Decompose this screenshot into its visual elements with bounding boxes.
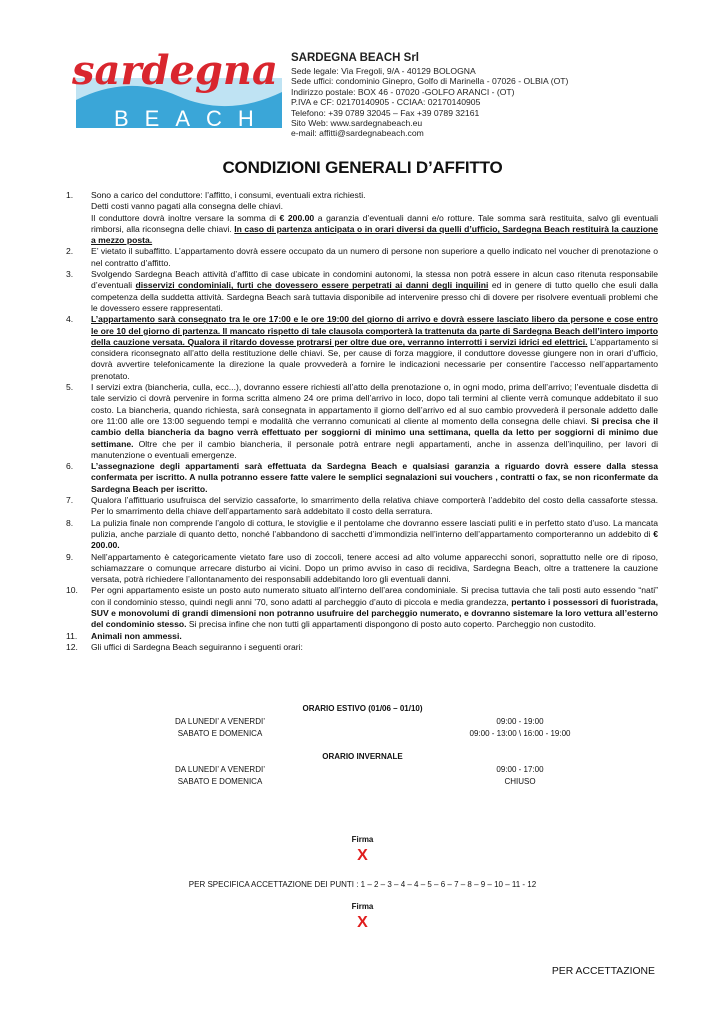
clause-number: 9. — [66, 551, 74, 562]
company-info — [291, 52, 568, 139]
clause-number: 6. — [66, 461, 74, 472]
logo-text-bottom: BEACH — [114, 106, 270, 131]
clause-text: ed in genere di tutto quello che esuli dalla competenza della suddetta attività. Sardegna Beach sarà tuttavia disponibile ad intervenire presso chi di dovere per risolvere eventuali problemi che le dovessero essere rappresentati. — [91, 280, 658, 313]
clause-8 — [66, 518, 658, 552]
deposit-amount: € 200.00 — [279, 212, 315, 223]
summer-hours-weekdays: 09:00 - 19:00 — [496, 717, 544, 726]
winter-days-weekend: SABATO E DOMENICA — [177, 777, 263, 786]
clause-text: Nell’appartamento è categoricamente vietato fare uso di zoccoli, tenere accesi ad alto volume apparecchi sonori, soprattutto nelle ore di riposo, schiamazzare o comunque arrecare disturbo ai vicini. Dopo un primo avviso in caso di recidiva, Sardegna Beach, oltre a trattenere la cauzione versata, potrà richiedere l’allontanamento dei responsabili addebitando loro gli eventuali danni. — [91, 551, 658, 585]
signature-label-2: Firma — [351, 902, 374, 911]
clause-number: 3. — [66, 269, 74, 280]
clause-body — [91, 269, 658, 314]
clause-5 — [66, 382, 658, 461]
logo-graphic — [68, 40, 286, 136]
clause-text: L’assegnazione degli appartamenti sarà effettuata da Sardegna Beach e qualsiasi garanzia a riguardo dovrà essere dalla stessa confermata per iscritto. A nulla potranno essere fatte valere le semplici segnalazioni sui vouchers , contratti o fax, se non riconfermate da Sardegna Beach per iscritto. — [91, 461, 658, 494]
clause-text: E’ vietato il subaffitto. L’appartamento dovrà essere occupato da un numero di persone non superiore a quello indicato nel voucher di prenotazione o nel contratto d’affitto. — [91, 246, 658, 268]
winter-hours-weekdays: 09:00 - 17:00 — [496, 765, 544, 774]
clause-text: a garanzia d’eventuali danni e/o rotture. Tale somma sarà restituita, salvo gli eventuali rimborsi, alla riconsegna delle chiavi. — [91, 212, 659, 234]
summer-days-weekdays: DA LUNEDI’ A VENERDI’ — [175, 717, 265, 726]
clause-paragraph — [91, 213, 658, 247]
company-email[interactable]: e-mail: affitti@sardegnabeach.com — [291, 128, 424, 139]
clause-2 — [66, 246, 658, 269]
clause-text: Oltre che per il cambio biancheria, il personale potrà entrare negli appartamenti, anche in assenza dell’inquilino, per lavori di manutenzione o eventuali emergenze. — [91, 438, 658, 460]
clause-bold: Si precisa che il cambio della biancheria da bagno verrà effettuato per soggiorni di minimo una settimana, quella da letto per soggiorni di minimo due settimane. — [91, 415, 658, 449]
clause-7 — [66, 495, 658, 518]
clause-body — [91, 314, 658, 382]
clause-text: Svolgendo Sardegna Beach attività d’affitto di case ubicate in condomini autonomi, la stessa non potrà essere in alcun caso ritenuta responsabile d’eventuali — [91, 269, 658, 291]
clause-bold: pertanto i possessori di fuoristrada, SUV e monovolumi di grandi dimensioni non potranno usufruire del parcheggio numerato, e dovranno sistemare la loro vettura all’esterno del condominio stesso. — [91, 596, 659, 630]
clause-text: Animali non ammessi. — [91, 630, 182, 641]
clause-text: Per ogni appartamento esiste un posto auto numerato situato all’interno dell’area condominiale. Si precisa tuttavia che tali posti auto essendo “nati” con il condominio stesso, quindi negli anni ’70, sono adatti al parcheggio d’auto di piccola e media grandezza, — [91, 585, 658, 607]
summer-days-weekend: SABATO E DOMENICA — [177, 729, 263, 738]
clause-number: 4. — [66, 314, 74, 325]
clause-text: Qualora l’affittuario usufruisca del servizio cassaforte, lo smarrimento della relativa chiave comporterà l’addebito del costo della cassaforte stessa. Per lo smarrimento della chiave dell’appartamento sarà addebitato il costo della serratura. — [91, 495, 658, 517]
clause-body — [91, 190, 658, 246]
clause-number: 7. — [66, 495, 74, 506]
clause-number: 2. — [66, 246, 74, 257]
company-logo — [68, 40, 286, 136]
winter-days-weekdays: DA LUNEDI’ A VENERDI’ — [175, 765, 265, 774]
clause-body — [91, 585, 658, 630]
clause-11 — [66, 631, 658, 642]
clause-text: La pulizia finale non comprende l’angolo di cottura, le stoviglie e il pentolame che dovranno essere lasciati puliti e in perfetto stato d’uso. La mancata pulizia, anche parziale di quanto detto, nonché l’abbandono di sacchetti d’immondizia nell’interno dell’appartamento comporteranno un addebito di — [91, 517, 658, 539]
clause-number: 8. — [66, 517, 74, 528]
clause-text: Si precisa infine che non tutti gli appartamenti dispongono di posto auto coperto. Parcheggio non custodito. — [186, 619, 596, 630]
clause-9 — [66, 552, 658, 586]
summer-hours-weekend: 09:00 - 13:00 \ 16:00 - 19:00 — [469, 729, 571, 738]
company-address-offices: Sede uffici: condominio Ginepro, Golfo di Marinella - 07026 - OLBIA (OT) — [291, 76, 569, 87]
clause-text: L’appartamento si considera riconsegnato all’atto della restituzione delle chiavi. Se, per cause di forza maggiore, il conduttore dovesse giungere non in orari d’ufficio, dovrà avvertire telefonicamente la direzione la quale provvederà a fornire le indicazioni necessarie per consentire l’accesso nell’appartamento prenotato. — [91, 336, 659, 381]
company-phone: Telefono: +39 0789 32045 – Fax +39 0789 32161 — [291, 107, 480, 118]
clause-emphasis: In caso di partenza anticipata o in orari diversi da quelli d’ufficio, Sardegna Beach restituirà la cauzione a mezzo posta. — [91, 223, 658, 246]
clause-body — [91, 518, 658, 552]
clause-number: 11. — [66, 630, 78, 641]
clause-body — [91, 382, 658, 461]
clause-text: Il conduttore dovrà inoltre versare la somma di — [91, 212, 280, 223]
summer-schedule-title: ORARIO ESTIVO (01/06 – 01/10) — [302, 704, 423, 713]
company-vat: P.IVA e CF: 02170140905 - CCIAA: 02170140905 — [291, 97, 481, 108]
signature-mark[interactable]: X — [357, 847, 368, 864]
clause-10 — [66, 585, 658, 630]
clause-text: Sono a carico del conduttore: l’affitto, i consumi, eventuali extra richiesti. — [91, 190, 366, 200]
clause-text: I servizi extra (biancheria, culla, ecc...), dovranno essere richiesti all’atto della prenotazione o, in ogni modo, prima dell’arrivo; l’eventuale disdetta di tale servizio ci dovrà pervenire in forma scritta almeno 24 ore prima dell’arrivo in loco, dopo tali termini al cliente verrà comunque addebitato il suo costo. La biancheria, quando richiesta, sarà consegnata in appartamento il giorno dell’arrivo ed al suo cambio provvederà il personale addetto dalle ore 11:00 alle ore 13:00 seguendo tempi e modalità che verranno comunicati al cliente al momento della consegna delle chiavi. — [91, 382, 658, 426]
logo-text-top: sardegna — [72, 47, 278, 94]
clause-number: 5. — [66, 382, 74, 393]
clause-4 — [66, 314, 658, 382]
clause-number: 10. — [66, 585, 78, 596]
clause-1 — [66, 190, 658, 246]
signature-mark-2[interactable]: X — [357, 914, 368, 931]
acceptance-points-text: PER SPECIFICA ACCETTAZIONE DEI PUNTI : 1 – 2 – 3 – 4 – 4 – 5 – 6 – 7 – 8 – 9 – 10 – 11 - 12 — [188, 880, 537, 889]
clause-emphasis: L’appartamento sarà consegnato tra le ore 17:00 e le ore 19:00 del giorno di arrivo e dovrà essere lasciato libero da persone e cose entro le ore 10 del giorno di partenza. Il mancato rispetto di tale clausola comporterà la trattenuta da parte di Sardegna Beach dell’intero importo della cauzione versata. Qualora il ritardo dovesse protrarsi per oltre due ore, verranno interrotti i servizi idrici ed elettrici. — [91, 314, 658, 347]
company-website[interactable]: Sito Web: www.sardegnabeach.eu — [291, 118, 423, 129]
clause-number: 1. — [66, 190, 74, 200]
clause-text: Gli uffici di Sardegna Beach seguiranno i seguenti orari: — [91, 641, 303, 652]
company-address-legal: Sede legale: Via Fregoli, 9/A - 40129 BOLOGNA — [291, 66, 476, 76]
clause-number: 12. — [66, 641, 78, 652]
winter-schedule-title: ORARIO INVERNALE — [322, 752, 403, 761]
clause-emphasis: disservizi condominiali, furti che dovessero essere perpetrati ai danni degli inquilini — [135, 280, 489, 291]
clauses-list — [66, 190, 658, 653]
clause-12 — [66, 642, 658, 653]
clause-text: Detti costi vanno pagati alla consegna delle chiavi. — [91, 201, 284, 212]
winter-hours-weekend: CHIUSO — [504, 777, 536, 786]
clause-3 — [66, 269, 658, 314]
footer-acceptance-label: PER ACCETTAZIONE — [551, 966, 655, 977]
cleaning-fee: € 200.00. — [91, 528, 658, 551]
clause-6 — [66, 461, 658, 495]
company-postal-address: Indirizzo postale: BOX 46 - 07020 -GOLFO ARANCI - (OT) — [291, 86, 515, 97]
company-name: SARDEGNA BEACH Srl — [291, 52, 420, 64]
document-title: CONDIZIONI GENERALI D’AFFITTO — [222, 158, 503, 177]
signature-label: Firma — [351, 835, 374, 844]
